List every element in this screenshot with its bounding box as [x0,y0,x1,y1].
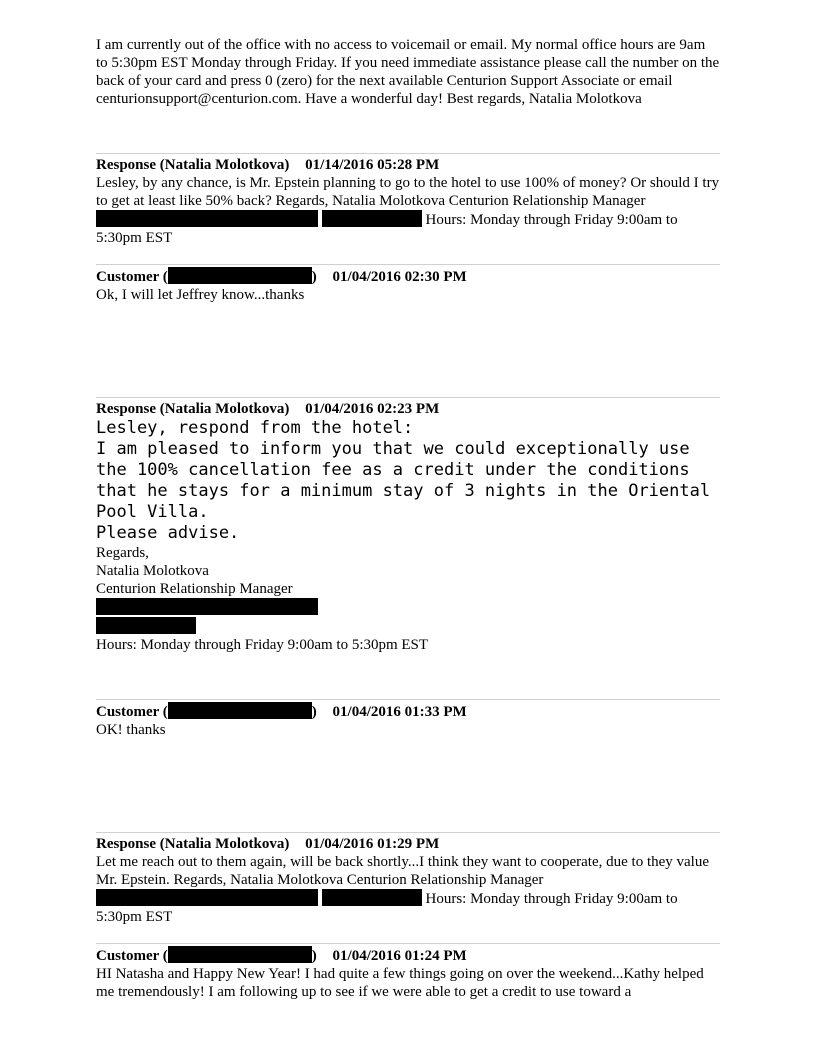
message-header [96,702,720,721]
message-header [96,400,720,418]
signature [96,544,720,654]
redaction-bar [168,946,312,963]
auto-reply-text: I am currently out of the office with no access to voicemail or email. My normal office hours are 9am to 5:30pm EST Monday through Friday. If you need immediate assistance please call the number on the back of your card and press 0 (zero) for the next available Centurion Support Associate or email centurionsupport@centurion.com. Have a wonderful day! Best regards, Natalia Molotkova [96,37,720,107]
message-body [96,721,720,739]
message-hours: Hours: Monday through Friday 9:00am to 5:30pm EST [96,637,429,653]
message-header [96,156,720,174]
message-author: Response (Natalia Molotkova) [96,401,290,417]
message-entry [96,397,720,654]
redaction-bar [96,617,196,634]
message-text: Lesley, by any chance, is Mr. Epstein planning to go to the hotel to use 100% of money? Or should I try to get at least like 50% back? Regards, Natalia Molotkova Centurion Relationship Manager [96,175,720,209]
message-author: Response (Natalia Molotkova) [96,836,290,852]
message-header [96,946,720,965]
message-date: 01/04/2016 01:33 PM [332,704,467,720]
message-author-prefix: Customer ( [96,948,168,964]
message-date: 01/04/2016 02:23 PM [305,401,440,417]
message-date: 01/04/2016 02:30 PM [332,269,467,285]
redaction-bar [96,210,318,227]
message-text: HI Natasha and Happy New Year! I had quite a few things going on over the weekend...Kathy helped me tremendously! I am following up to see if we were able to get a credit to use toward a [96,966,704,1000]
message-hours: Hours: Monday through Friday 9:00am to 5:30pm EST [96,891,678,925]
message-entry [96,264,720,380]
message-hours: Hours: Monday through Friday 9:00am to 5:30pm EST [96,212,678,246]
message-entry [96,943,720,1001]
message-author-suffix: ) [311,269,317,285]
quote-line: Lesley, respond from the hotel: [96,418,414,438]
redaction-bar [96,598,318,615]
document-page [96,36,720,1001]
redaction-bar [168,702,312,719]
redaction-bar [96,889,318,906]
message-date: 01/04/2016 01:24 PM [332,948,467,964]
message-author-prefix: Customer ( [96,704,168,720]
message-author-suffix: ) [311,948,317,964]
message-author-suffix: ) [311,704,317,720]
message-author: Response (Natalia Molotkova) [96,157,290,173]
message-body [96,853,720,926]
message-body [96,286,720,304]
message-body [96,965,720,1001]
message-text: Let me reach out to them again, will be back shortly...I think they want to cooperate, due to they value Mr. Epstein. Regards, Natalia Molotkova Centurion Relationship Manager [96,854,710,888]
message-date: 01/04/2016 01:29 PM [305,836,440,852]
message-text: OK! thanks [96,722,166,738]
message-entry [96,699,720,815]
message-body [96,174,720,247]
message-entry [96,153,720,247]
message-text: Ok, I will let Jeffrey know...thanks [96,287,305,303]
message-date: 01/14/2016 05:28 PM [305,157,440,173]
quote-line: I am pleased to inform you that we could exceptionally use the 100% cancellation fee as a credit under the conditions that he stays for a minimum stay of 3 nights in the Oriental Pool Villa. [96,439,711,522]
signature-line: Regards, [96,545,149,561]
message-header [96,835,720,853]
redaction-bar [168,267,312,284]
message-author-prefix: Customer ( [96,269,168,285]
message-entry [96,832,720,926]
hotel-response-quote [96,418,720,544]
message-header [96,267,720,286]
redaction-bar [322,889,422,906]
auto-reply-message [96,36,720,126]
redaction-bar [322,210,422,227]
signature-line: Centurion Relationship Manager [96,581,293,597]
signature-line: Natalia Molotkova [96,563,209,579]
quote-line: Please advise. [96,523,240,543]
